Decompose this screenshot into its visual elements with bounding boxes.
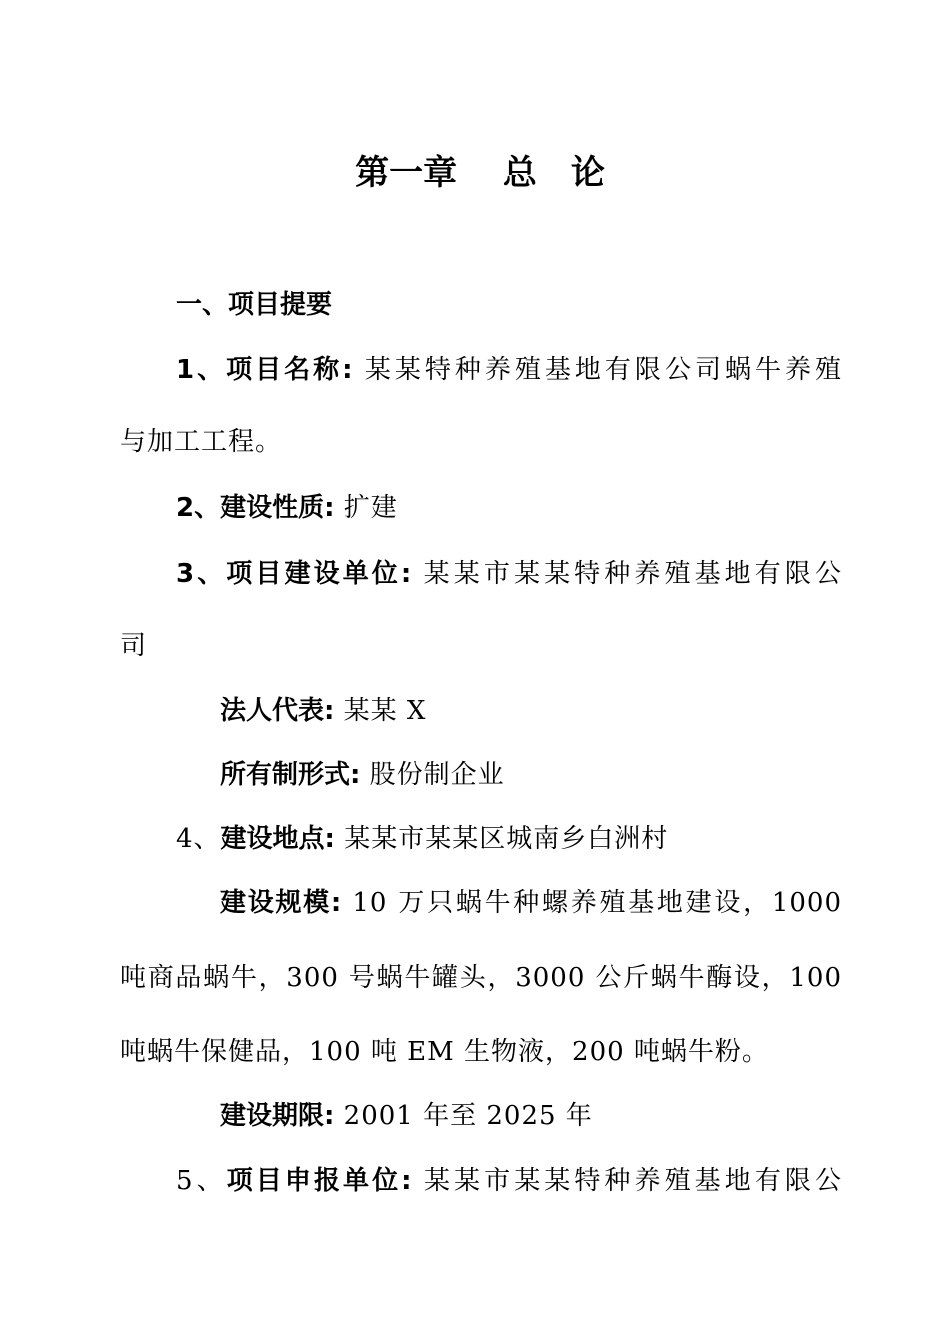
project-name-continuation: 与加工工程。 (120, 427, 283, 457)
construction-scale-continuation-1: 吨商品蜗牛，300 号蜗牛罐头，3000 公斤蜗牛酶设，100 (120, 963, 842, 993)
construction-unit-value: 某某市某某特种养殖基地有限公 (423, 559, 842, 589)
construction-site-number: 4、 (176, 824, 221, 854)
ownership-form-line (220, 755, 505, 795)
construction-period-value: 2001 年至 2025 年 (343, 1101, 593, 1131)
construction-scale-label: 建设规模: (220, 888, 342, 918)
project-name-value: 某某特种养殖基地有限公司蜗牛养殖 (364, 355, 842, 385)
construction-nature-label: 2、建设性质: (176, 493, 335, 523)
construction-period-line (220, 1096, 593, 1136)
legal-representative-label: 法人代表: (220, 696, 335, 726)
construction-unit-label: 3、项目建设单位: (176, 559, 412, 589)
construction-period-label: 建设期限: (220, 1101, 335, 1131)
construction-scale-value: 10 万只蜗牛种螺养殖基地建设，1000 (352, 888, 842, 918)
construction-site-label: 建设地点: (220, 824, 335, 854)
chapter-title: 第一章 总 论 (355, 153, 605, 193)
construction-scale-continuation-2: 吨蜗牛保健品，100 吨 EM 生物液，200 吨蜗牛粉。 (120, 1037, 769, 1067)
construction-scale-line (220, 883, 842, 923)
construction-unit-line (176, 554, 842, 594)
construction-site-line (176, 819, 668, 859)
construction-unit-continuation: 司 (120, 631, 148, 661)
declaring-unit-number: 5、 (176, 1166, 227, 1196)
ownership-form-value: 股份制企业 (369, 760, 505, 790)
legal-representative-value: 某某 X (343, 696, 427, 726)
project-name-label: 1、项目名称: (176, 355, 353, 385)
project-name-line (176, 350, 842, 390)
section-heading: 一、项目提要 (176, 290, 333, 320)
declaring-unit-line (176, 1161, 842, 1201)
ownership-form-label: 所有制形式: (220, 760, 361, 790)
declaring-unit-label: 项目申报单位: (226, 1166, 412, 1196)
legal-representative-line (220, 691, 426, 731)
construction-nature-line (176, 488, 398, 528)
construction-site-value: 某某市某某区城南乡白洲村 (344, 824, 669, 854)
construction-nature-value: 扩建 (343, 493, 398, 523)
declaring-unit-value: 某某市某某特种养殖基地有限公 (423, 1166, 842, 1196)
